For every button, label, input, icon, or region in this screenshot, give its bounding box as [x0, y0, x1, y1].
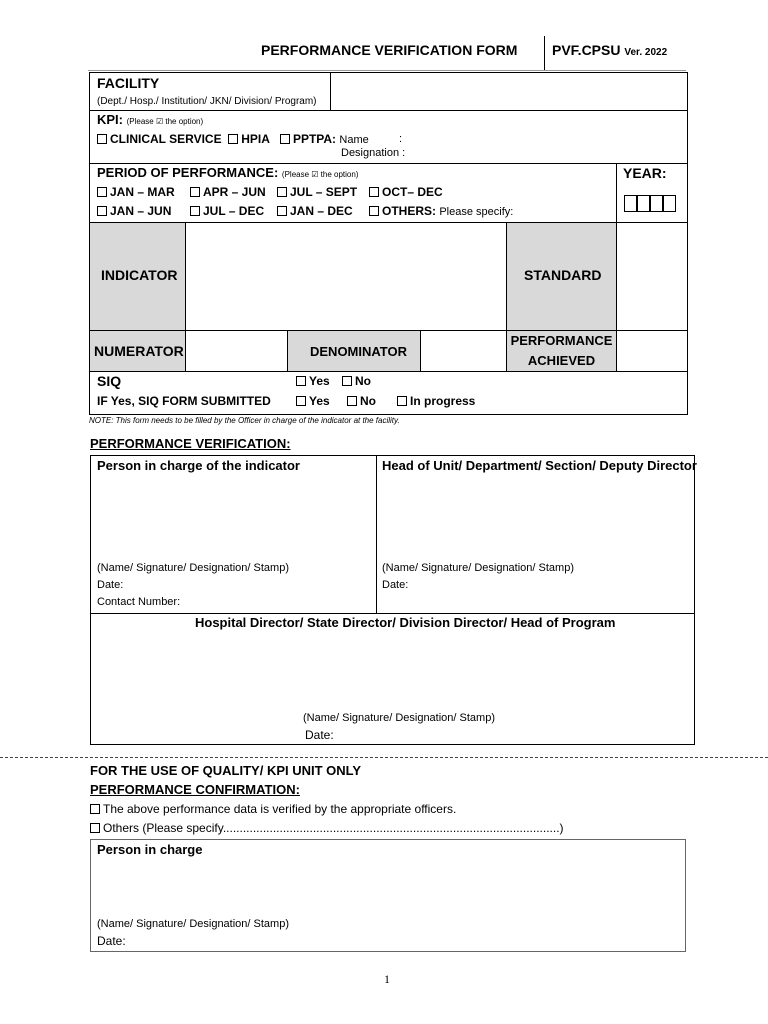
numerator-label: NUMERATOR	[94, 343, 184, 359]
row-line	[89, 371, 688, 372]
year-digit-4[interactable]	[663, 195, 676, 212]
standard-input[interactable]	[617, 223, 687, 330]
row-line	[90, 613, 695, 614]
verification-bottom-title: Hospital Director/ State Director/ Division Director/ Head of Program	[195, 615, 616, 630]
header-divider	[544, 36, 545, 70]
year-digit-1[interactable]	[624, 195, 637, 212]
others-specify-label: Please specify:	[439, 206, 514, 218]
quality-signature-area[interactable]	[91, 862, 685, 912]
kpi-name-label: Name	[339, 134, 369, 146]
period-option-q1[interactable]: JAN – MAR	[97, 185, 175, 199]
period-option-h2[interactable]: JUL – DEC	[190, 204, 264, 218]
confirm-option-others[interactable]: Others (Please specify.....................................................................................................)	[90, 821, 564, 835]
indicator-label: INDICATOR	[101, 267, 178, 283]
period-note: (Please ☑ the option)	[281, 170, 359, 179]
row-line	[89, 163, 688, 164]
facility-subtitle: (Dept./ Hosp./ Institution/ JKN/ Division/ Program)	[97, 96, 317, 107]
period-option-annual[interactable]: JAN – DEC	[277, 204, 353, 218]
right-sig-caption: (Name/ Signature/ Designation/ Stamp)	[382, 562, 574, 574]
director-signature-area[interactable]	[91, 635, 694, 707]
period-option-q3[interactable]: JUL – SEPT	[277, 185, 357, 199]
confirmation-heading: PERFORMANCE CONFIRMATION:	[90, 782, 300, 797]
siq-label: SIQ	[97, 373, 122, 389]
head-of-unit-signature-area[interactable]	[377, 478, 694, 558]
bottom-sig-caption: (Name/ Signature/ Designation/ Stamp)	[303, 712, 495, 724]
verification-left-title: Person in charge of the indicator	[97, 458, 300, 473]
person-in-charge-signature-area[interactable]	[91, 478, 375, 558]
siq-submitted-no[interactable]: No	[347, 394, 376, 408]
quality-person-title: Person in charge	[97, 842, 203, 857]
form-title: PERFORMANCE VERIFICATION FORM	[261, 42, 518, 58]
siq-yes-checkbox[interactable]: Yes	[296, 374, 330, 388]
siq-submitted-label: IF Yes, SIQ FORM SUBMITTED	[97, 394, 271, 408]
left-sig-caption: (Name/ Signature/ Designation/ Stamp)	[97, 562, 289, 574]
form-code: PVF.CPSU Ver. 2022	[552, 42, 668, 58]
kpi-note: (Please ☑ the option)	[126, 117, 204, 126]
facility-label: FACILITY	[97, 75, 160, 91]
denominator-label: DENOMINATOR	[310, 344, 408, 359]
kpi-label: KPI: (Please ☑ the option)	[97, 112, 204, 127]
row-line	[89, 110, 688, 111]
quality-date-label: Date:	[97, 934, 126, 948]
siq-submitted-yes[interactable]: Yes	[296, 394, 330, 408]
kpi-hpia-checkbox[interactable]: HPIA	[228, 132, 270, 146]
siq-no-checkbox[interactable]: No	[342, 374, 371, 388]
kpi-designation-label: Designation :	[341, 147, 406, 159]
left-contact-label: Contact Number:	[97, 596, 181, 608]
facility-input[interactable]	[331, 73, 687, 110]
performance-label: PERFORMANCE ACHIEVED	[510, 333, 613, 368]
header-rule	[88, 70, 686, 71]
kpi-options	[97, 132, 369, 146]
form-version: Ver. 2022	[624, 47, 668, 58]
page-number: 1	[384, 972, 390, 986]
cut-line	[0, 757, 768, 758]
denominator-input[interactable]	[421, 331, 506, 371]
period-label: PERIOD OF PERFORMANCE: (Please ☑ the option)	[97, 165, 359, 180]
left-date-label: Date:	[97, 579, 124, 591]
period-option-others[interactable]: OTHERS: Please specify:	[369, 204, 513, 218]
siq-submitted-inprogress[interactable]: In progress	[397, 394, 475, 408]
period-option-h1[interactable]: JAN – JUN	[97, 204, 171, 218]
quality-heading: FOR THE USE OF QUALITY/ KPI UNIT ONLY	[90, 763, 362, 778]
indicator-input[interactable]	[186, 223, 506, 330]
quality-sig-caption: (Name/ Signature/ Designation/ Stamp)	[97, 918, 289, 930]
kpi-name-colon: :	[399, 133, 403, 145]
performance-input[interactable]	[617, 331, 687, 371]
year-digit-3[interactable]	[650, 195, 663, 212]
confirm-option-verified[interactable]: The above performance data is verified by the appropriate officers.	[90, 802, 456, 816]
numerator-input[interactable]	[186, 331, 287, 371]
year-divider	[616, 163, 617, 222]
verification-heading: PERFORMANCE VERIFICATION:	[90, 436, 291, 451]
form-note: NOTE: This form needs to be filled by the Officer in charge of the indicator at the facility.	[89, 416, 400, 425]
right-date-label: Date:	[382, 579, 409, 591]
year-digit-2[interactable]	[637, 195, 650, 212]
kpi-clinical-checkbox[interactable]: CLINICAL SERVICE	[97, 132, 222, 146]
year-label: YEAR:	[623, 165, 667, 181]
standard-label: STANDARD	[524, 267, 602, 283]
kpi-pptpa-checkbox[interactable]: PPTPA:	[280, 132, 336, 146]
period-option-q2[interactable]: APR – JUN	[190, 185, 266, 199]
bottom-date-label: Date:	[305, 728, 334, 742]
period-option-q4[interactable]: OCT– DEC	[369, 185, 443, 199]
verification-right-title: Head of Unit/ Department/ Section/ Deputy Director	[382, 458, 697, 473]
